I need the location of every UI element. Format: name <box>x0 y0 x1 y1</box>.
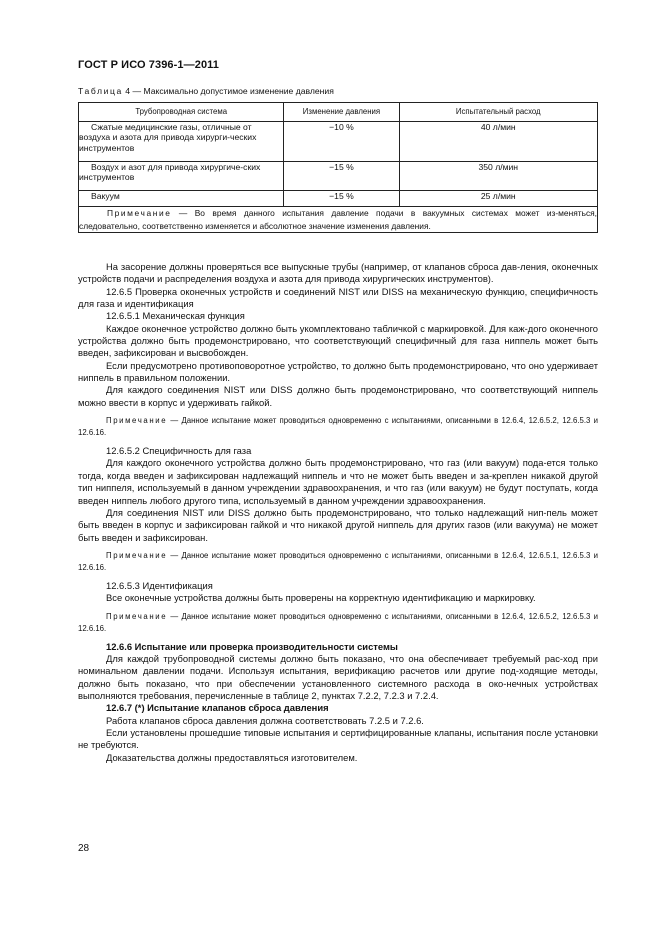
section-heading: 12.6.5 Проверка оконечных устройств и соединений NIST или DISS на механическую функцию, специфичность для газа и идентификация <box>78 285 598 310</box>
table-cell-system: Воздух и азот для привода хирургиче-ских инструментов <box>79 162 284 191</box>
note: Примечание — Данное испытание может проводиться одновременно с испытаниями, описанными в 12.6.4, 12.6.5.2, 12.6.5.3 и 12.6.16. <box>78 416 598 438</box>
paragraph: Для соединения NIST или DISS должно быть продемонстрировано, что только надлежащий нип-пель может быть введен в корпус и зафиксирован гайкой и что никакой другой ниппель для других газов (или вакуума) не может быть введен и зафиксирован. <box>78 506 598 543</box>
table-cell-flow: 25 л/мин <box>399 191 597 207</box>
table-note: Примечание — Во время данного испытания давление подачи в вакуумных системах может из-меняться, следовательно, соответственно изменяется и абсолютное значение изменения давления. <box>79 207 598 233</box>
subsection-heading: 12.6.5.2 Специфичность для газа <box>106 445 252 457</box>
document-body <box>78 261 598 764</box>
pressure-change-table <box>78 102 598 233</box>
paragraph: Для каждой трубопроводной системы должно быть показано, что она обеспечивает требуемый рас-ход при номинальном давлении подачи. Используя испытания, верификацию расчетов или другие под-ходящие методы, должно быть показано, что при обеспечении установленного системного расхода в око-нечных устройствах выполняются требования, перечисленные в таблице 2, пунктах 7.2.2, 7.2.3 и 7.2.4. <box>78 652 598 701</box>
column-header: Испытательный расход <box>399 103 597 122</box>
table-cell-system: Сжатые медицинские газы, отличные от воздуха и азота для привода хирурги-ческих инструментов <box>79 122 284 162</box>
table-cell-flow: 40 л/мин <box>399 122 597 162</box>
note: Примечание — Данное испытание может проводиться одновременно с испытаниями, описанными в 12.6.4, 12.6.5.1, 12.6.5.3 и 12.6.16. <box>78 550 598 572</box>
table-cell-change: −15 % <box>284 191 399 207</box>
paragraph: Доказательства должны предоставляться изготовителем. <box>106 751 358 763</box>
column-header: Трубопроводная система <box>79 103 284 122</box>
table-cell-flow: 350 л/мин <box>399 162 597 191</box>
paragraph: На засорение должны проверяться все выпускные трубы (например, от клапанов сброса дав-ления, оконечных устройств подачи и распределения воздуха и азота для привода хирургических инструментов). <box>78 261 598 285</box>
table-row <box>79 191 598 207</box>
page-number: 28 <box>78 843 90 854</box>
paragraph: Если установлены прошедшие типовые испытания и сертифицированные клапаны, испытания после установки не требуются. <box>78 726 598 751</box>
note: Примечание — Данное испытание может проводиться одновременно с испытаниями, описанными в 12.6.4, 12.6.5.2, 12.6.5.3 и 12.6.16. <box>78 611 598 633</box>
column-header: Изменение давления <box>284 103 399 122</box>
section-heading: 12.6.7 (*) Испытание клапанов сброса давления <box>106 702 329 714</box>
paragraph: Все оконечные устройства должны быть проверены на корректную идентификацию и маркировку. <box>106 592 536 604</box>
table-cell-system: Вакуум <box>79 191 284 207</box>
table-caption <box>78 86 334 96</box>
table-row <box>79 122 598 162</box>
paragraph: Для каждого оконечного устройства должно быть продемонстрировано, что газ (или вакуум) пода-ется только тогда, когда введен и зафиксирован надлежащий ниппель и что не может быть введен и за-креплен никакой другой тип ниппеля, используемый в данном учреждении здравоохранения, и что газ (или вакуум) не будут поступать, когда введен ниппель любого другого типа, используемый в данном учреждении здравоохранения. <box>78 457 598 506</box>
table-cell-change: −10 % <box>284 122 399 162</box>
section-heading: 12.6.6 Испытание или проверка производительности системы <box>106 640 398 652</box>
paragraph: Для каждого соединения NIST или DISS должно быть продемонстрировано, что соответствующий ниппель можно ввести в корпус и удерживать гайкой. <box>78 384 598 408</box>
table-caption-title: 4 — Максимально допустимое изменение давления <box>122 86 334 96</box>
table-caption-label: Таблица <box>78 86 123 96</box>
table-row <box>79 162 598 191</box>
paragraph: Если предусмотрено противоповоротное устройство, то должно быть продемонстрировано, что оно удерживает ниппель в правильном положении. <box>78 359 598 384</box>
subsection-heading: 12.6.5.3 Идентификация <box>106 579 213 591</box>
document-header: ГОСТ Р ИСО 7396-1—2011 <box>78 59 219 71</box>
subsection-heading: 12.6.5.1 Механическая функция <box>106 310 245 322</box>
table-note-row <box>79 207 598 233</box>
paragraph: Каждое оконечное устройство должно быть укомплектовано табличкой с маркировкой. Для каж-дого оконечного устройства должно быть продемонстрировано, что соответствующий специфичный для газа ниппель может быть введен, зафиксирован и высвобожден. <box>78 322 598 359</box>
table-cell-change: −15 % <box>284 162 399 191</box>
table-header-row <box>79 103 598 122</box>
paragraph: Работа клапанов сброса давления должна соответствовать 7.2.5 и 7.2.6. <box>106 714 424 726</box>
